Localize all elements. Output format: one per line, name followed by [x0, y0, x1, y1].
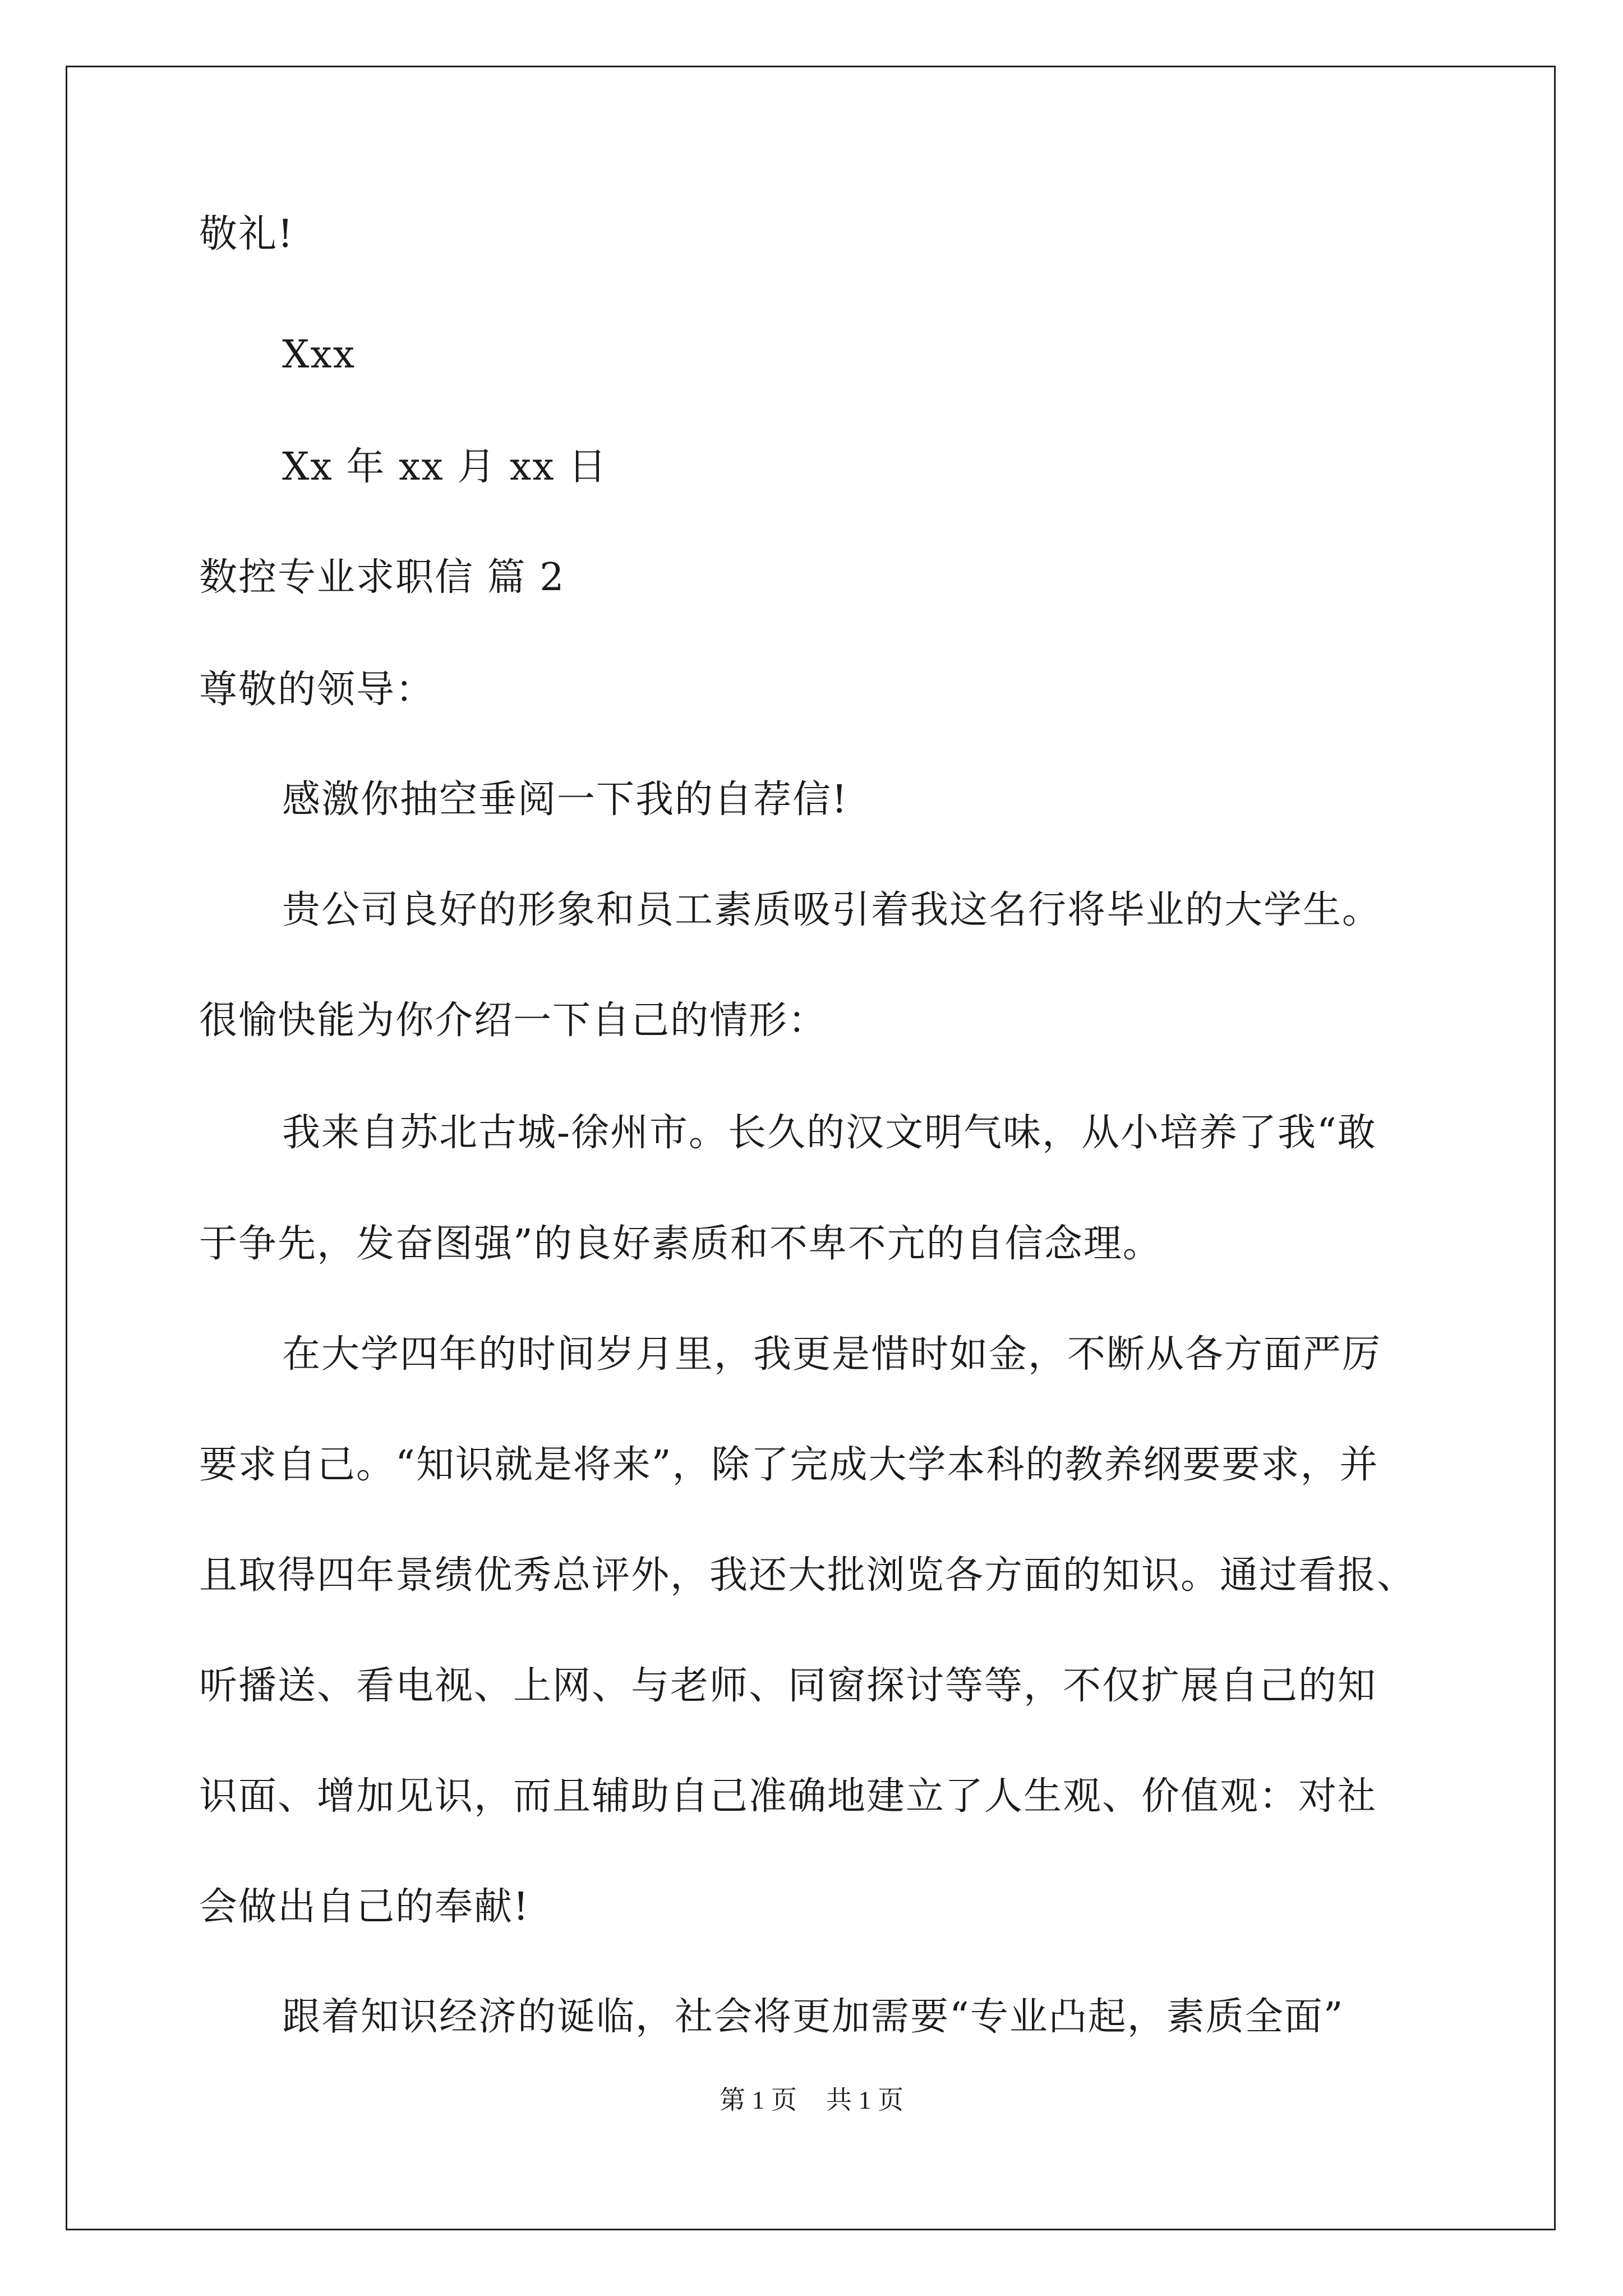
paragraph-line: 要求自己。“知识就是将来”，除了完成大学本科的教养纲要要求，并	[199, 1443, 1379, 1487]
paragraph-line: 会做出自己的奉献!	[199, 1885, 530, 1929]
paragraph-line: 我来自苏北古城-徐州市。长久的汉文明气味，从小培养了我“敢	[282, 1111, 1377, 1155]
section-title: 数控专业求职信 篇 2	[199, 555, 565, 600]
page-number-current: 第 1 页	[720, 2086, 797, 2114]
paragraph-line: 识面、增加见识，而且辅助自己准确地建立了人生观、价值观：对社	[199, 1774, 1377, 1819]
signature-text: Xxx	[282, 333, 356, 377]
paragraph-line: 跟着知识经济的诞临，社会将更加需要“专业凸起，素质全面”	[282, 1995, 1344, 2039]
date-text: Xx 年 xx 月 xx 日	[282, 445, 608, 489]
paragraph-line: 贵公司良好的形象和员工素质吸引着我这名行将毕业的大学生。	[282, 888, 1382, 932]
paragraph-line: 于争先，发奋图强”的良好素质和不卑不亢的自信念理。	[199, 1222, 1162, 1266]
page-footer	[0, 2086, 1623, 2115]
page-number-total: 共 1 页	[826, 2086, 903, 2114]
salutation-text: 尊敬的领导：	[199, 668, 435, 712]
paragraph-line: 听播送、看电视、上网、与老师、同窗探讨等等，不仅扩展自己的知	[199, 1664, 1377, 1708]
paragraph-line: 很愉快能为你介绍一下自己的情形：	[199, 999, 828, 1043]
paragraph-line: 且取得四年景绩优秀总评外，我还大批浏览各方面的知识。通过看报、	[199, 1553, 1417, 1598]
closing-text: 敬礼!	[199, 212, 294, 256]
paragraph-line: 感激你抽空垂阅一下我的自荐信!	[282, 777, 849, 822]
paragraph-line: 在大学四年的时间岁月里，我更是惜时如金，不断从各方面严厉	[282, 1332, 1382, 1377]
